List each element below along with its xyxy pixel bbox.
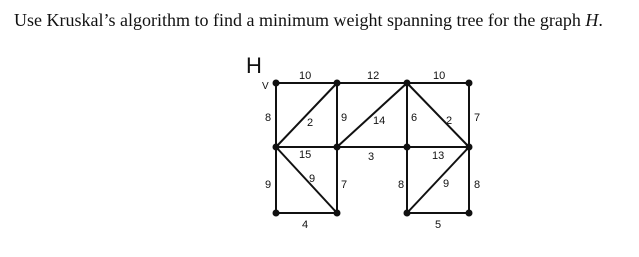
- weight-label: 6: [411, 112, 418, 124]
- weight-label: 7: [474, 112, 481, 124]
- vertex-label-v: V: [262, 81, 269, 92]
- weight-label: 9: [341, 112, 348, 124]
- weight-label: 2: [307, 117, 314, 129]
- vertex: [404, 80, 411, 87]
- weight-label: 5: [435, 219, 442, 231]
- vertex: [466, 144, 473, 151]
- weight-label: 7: [341, 179, 348, 191]
- weight-label: 8: [265, 112, 272, 124]
- vertex: [334, 144, 341, 151]
- edge-diag-left: [276, 83, 337, 147]
- vertex: [273, 144, 280, 151]
- problem-graph-letter: H: [585, 10, 599, 30]
- weight-label: 8: [398, 179, 405, 191]
- vertex: [273, 210, 280, 217]
- weight-label: 9: [309, 173, 316, 185]
- vertex: [404, 210, 411, 217]
- vertex: [334, 210, 341, 217]
- vertex: [466, 80, 473, 87]
- edge-diag-mid: [337, 83, 407, 147]
- graph-name: H: [246, 53, 262, 78]
- weight-label: 4: [302, 219, 309, 231]
- weight-label: 10: [299, 70, 312, 82]
- weight-label: 8: [474, 179, 481, 191]
- weight-label: 10: [433, 70, 446, 82]
- problem-text: Use Kruskal’s algorithm to find a minimum weight spanning tree for the graph: [14, 10, 586, 30]
- vertex: [273, 80, 280, 87]
- weight-label: 15: [299, 149, 312, 161]
- weight-label: 3: [368, 151, 375, 163]
- weight-label: 13: [432, 150, 445, 162]
- weight-label: 9: [265, 179, 272, 191]
- vertex: [466, 210, 473, 217]
- weight-label: 14: [373, 115, 386, 127]
- weight-label: 9: [443, 178, 450, 190]
- weight-label: 12: [367, 70, 380, 82]
- weight-label: 2: [446, 115, 453, 127]
- vertex: [404, 144, 411, 151]
- vertex: [334, 80, 341, 87]
- problem-period: .: [598, 10, 603, 30]
